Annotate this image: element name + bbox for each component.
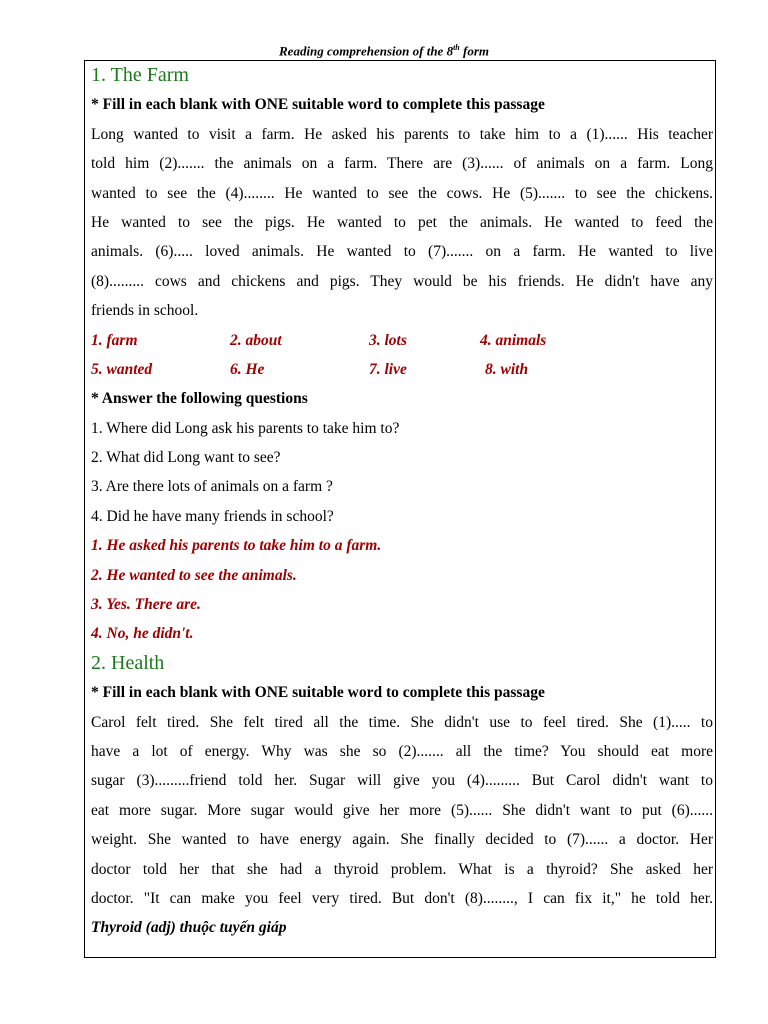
answer-key-row (91, 355, 713, 384)
answer-key-item: 7. live (369, 360, 407, 378)
section-title: 1. The Farm (91, 64, 189, 86)
document-content (91, 61, 713, 943)
passage-line: Long wanted to visit a farm. He asked his parents to take him to a (1)...... His teacher (91, 125, 713, 143)
header-text: Reading comprehension of the 8 (279, 43, 454, 59)
passage-line: have a lot of energy. Why was she so (2)....... all the time? You should eat more (91, 742, 713, 760)
passage-line: He wanted to see the pigs. He wanted to pet the animals. He wanted to feed the (91, 213, 713, 231)
instruction: * Fill in each blank with ONE suitable word to complete this passage (91, 96, 545, 114)
passage-line: told him (2)....... the animals on a farm. There are (3)...... of animals on a farm. Long (91, 155, 713, 173)
question: 4. Did he have many friends in school? (91, 507, 334, 525)
header-superscript: th (453, 43, 460, 52)
answer: 3. Yes. There are. (91, 596, 201, 614)
answer-key-item: 3. lots (369, 331, 407, 349)
answer-key-item: 6. He (230, 360, 265, 378)
section-title: 2. Health (91, 651, 165, 674)
answer-key-item: 8. with (485, 360, 529, 378)
passage-line: friends in school. (91, 302, 199, 320)
page-header (0, 43, 768, 59)
passage-line: sugar (3).........friend told her. Sugar will give you (4)......... But Carol didn't want to (91, 772, 713, 790)
answer-key-item: 5. wanted (91, 360, 153, 378)
passage-line: doctor. "It can make you feel very tired. But don't (8)........, I can fix it," he told her. (91, 889, 713, 907)
passage-line: wanted to see the (4)........ He wanted to see the cows. He (5)....... to see the chickens. (91, 184, 713, 202)
answer: 4. No, he didn't. (91, 625, 194, 643)
question: 3. Are there lots of animals on a farm ? (91, 478, 333, 496)
answer-key-item: 4. animals (480, 331, 547, 349)
passage-line: Carol felt tired. She felt tired all the time. She didn't use to feel tired. She (1)..... to (91, 713, 713, 731)
question: 2. What did Long want to see? (91, 449, 281, 467)
passage-line: animals. (6)..... loved animals. He wanted to (7)....... on a farm. He wanted to live (91, 243, 713, 261)
answer: 1. He asked his parents to take him to a farm. (91, 537, 382, 555)
header-text-end: form (459, 43, 489, 59)
answer-key-row (91, 326, 713, 355)
passage-line: weight. She wanted to have energy again. She finally decided to (7)...... a doctor. Her (91, 831, 713, 849)
question: 1. Where did Long ask his parents to take him to? (91, 419, 400, 437)
passage-line: (8)......... cows and chickens and pigs. They would be his friends. He didn't have any (91, 272, 713, 290)
passage-line: doctor told her that she had a thyroid problem. What is a thyroid? She asked her (91, 860, 713, 878)
answer-key-item: 1. farm (91, 331, 138, 349)
passage-line: eat more sugar. More sugar would give her more (5)...... She didn't want to put (6)...... (91, 801, 713, 819)
instruction: * Answer the following questions (91, 390, 308, 408)
answer: 2. He wanted to see the animals. (91, 566, 297, 584)
glossary-note: Thyroid (adj) thuộc tuyến giáp (91, 919, 287, 937)
instruction: * Fill in each blank with ONE suitable word to complete this passage (91, 684, 545, 702)
answer-key-item: 2. about (230, 331, 282, 349)
